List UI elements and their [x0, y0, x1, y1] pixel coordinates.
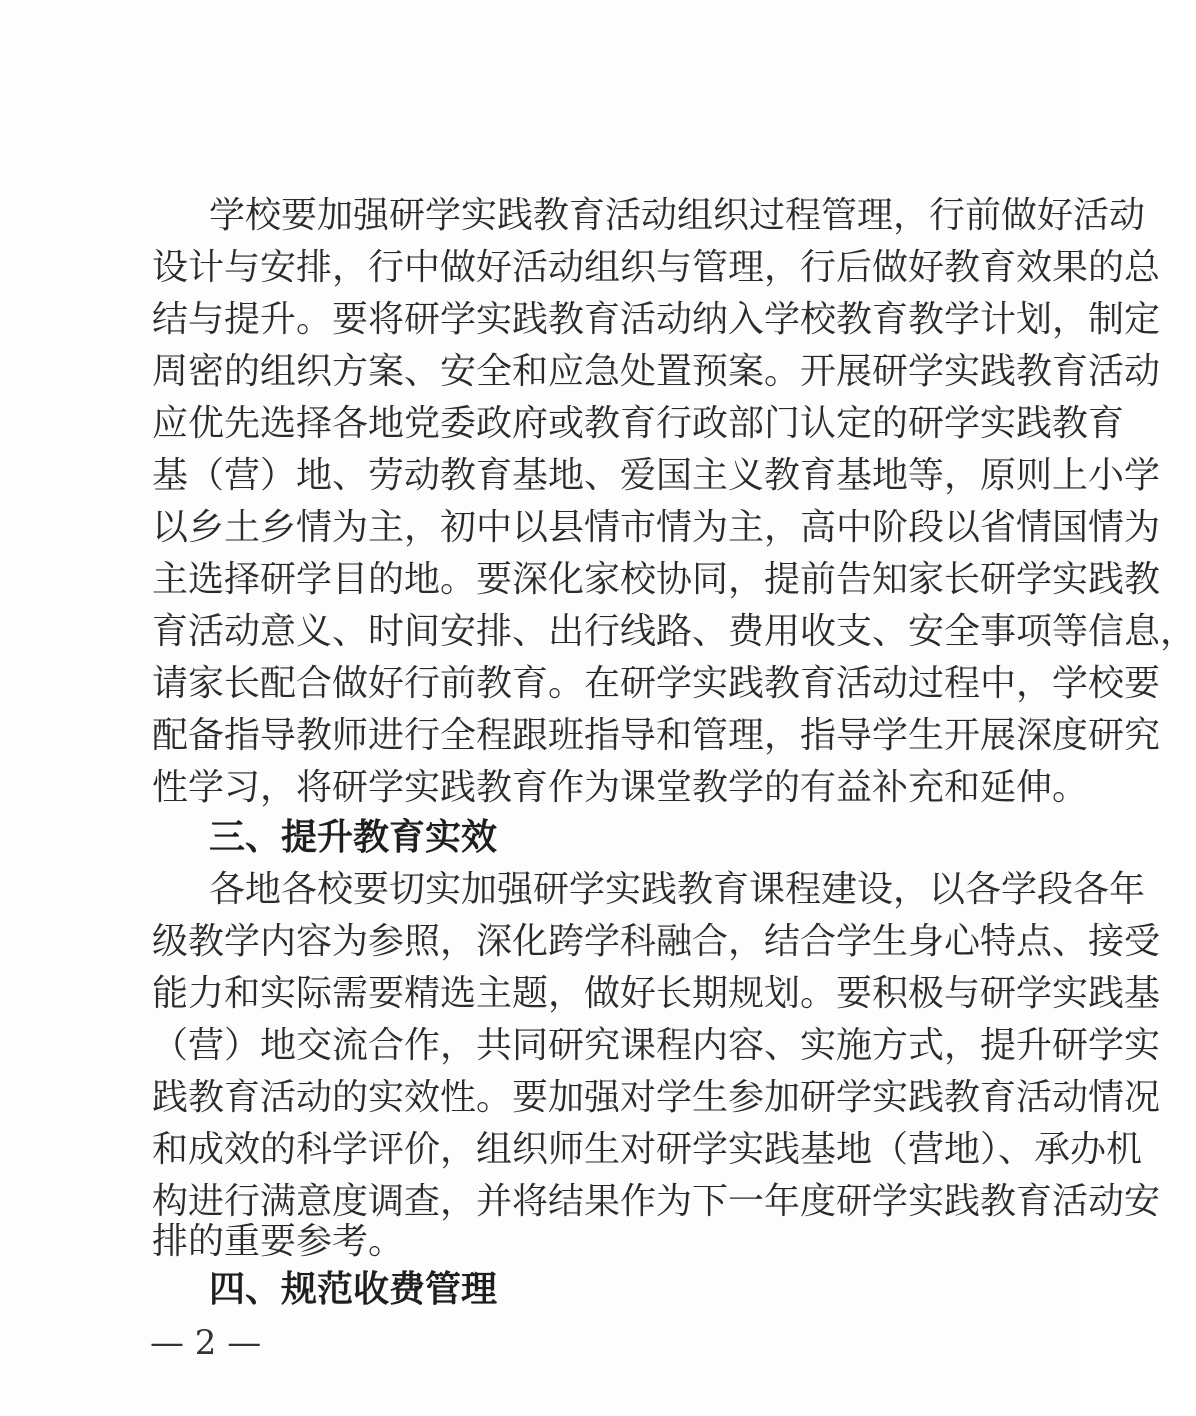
paragraph-1-line-6: 基（营）地、劳动教育基地、爱国主义教育基地等，原则上小学	[152, 455, 1161, 496]
paragraph-2-line-3: 能力和实际需要精选主题，做好长期规划。要积极与研学实践基	[152, 973, 1161, 1014]
paragraph-1-line-10: 请家长配合做好行前教育。在研学实践教育活动过程中，学校要	[152, 663, 1161, 704]
paragraph-2-line-4: （营）地交流合作，共同研究课程内容、实施方式，提升研学实	[152, 1025, 1161, 1066]
paragraph-2-line-7: 构进行满意度调查，并将结果作为下一年度研学实践教育活动安	[152, 1181, 1161, 1222]
section-heading-3: 三、提升教育实效	[209, 817, 498, 858]
paragraph-2-line-5: 践教育活动的实效性。要加强对学生参加研学实践教育活动情况	[152, 1077, 1161, 1118]
paragraph-1-line-4: 周密的组织方案、安全和应急处置预案。开展研学实践教育活动	[152, 351, 1161, 392]
paragraph-1-line-9: 育活动意义、时间安排、出行线路、费用收支、安全事项等信息，	[152, 611, 1196, 652]
paragraph-2-line-8: 排的重要参考。	[152, 1221, 405, 1262]
paragraph-1-line-7: 以乡土乡情为主，初中以县情市情为主，高中阶段以省情国情为	[152, 507, 1161, 548]
paragraph-2-line-2: 级教学内容为参照，深化跨学科融合，结合学生身心特点、接受	[152, 921, 1161, 962]
section-heading-4: 四、规范收费管理	[209, 1269, 498, 1310]
paragraph-2-line-6: 和成效的科学评价，组织师生对研学实践基地（营地）、承办机	[152, 1129, 1143, 1170]
paragraph-1-line-5: 应优先选择各地党委政府或教育行政部门认定的研学实践教育	[152, 403, 1125, 444]
paragraph-1-line-3: 结与提升。要将研学实践教育活动纳入学校教育教学计划，制定	[152, 299, 1161, 340]
page-number: — 2 —	[150, 1323, 262, 1363]
paragraph-1-line-12: 性学习，将研学实践教育作为课堂教学的有益补充和延伸。	[152, 767, 1089, 808]
paragraph-1-line-2: 设计与安排，行中做好活动组织与管理，行后做好教育效果的总	[152, 247, 1161, 288]
paragraph-1-line-1: 学校要加强研学实践教育活动组织过程管理，行前做好活动	[209, 195, 1146, 236]
paragraph-1-line-8: 主选择研学目的地。要深化家校协同，提前告知家长研学实践教	[152, 559, 1161, 600]
paragraph-2-line-1: 各地各校要切实加强研学实践教育课程建设，以各学段各年	[209, 869, 1146, 910]
paragraph-1-line-11: 配备指导教师进行全程跟班指导和管理，指导学生开展深度研究	[152, 715, 1161, 756]
